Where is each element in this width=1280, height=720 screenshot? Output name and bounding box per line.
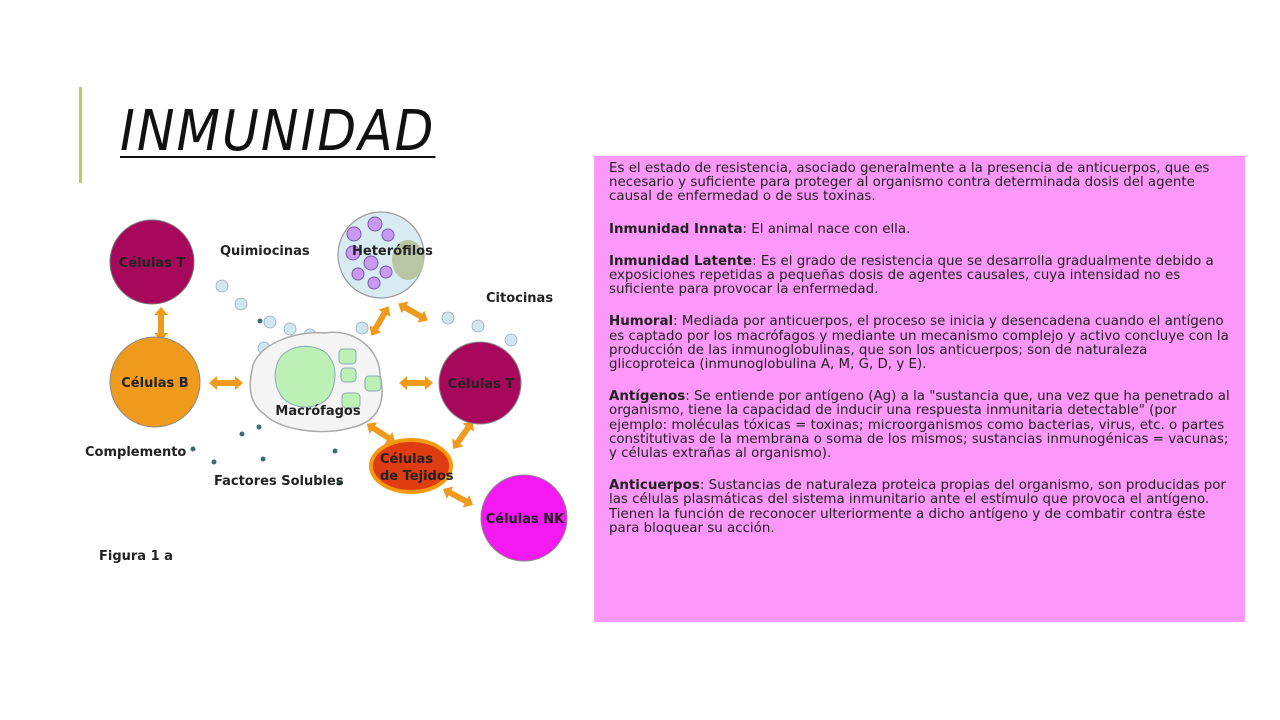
antigenos-term: Antígenos: [609, 389, 686, 405]
arrow-heterophil-to-t: [395, 297, 431, 326]
intro-text: Es el estado de resistencia, asociado generalmente a la presencia de anticuerpos, que es necesario y suficiente para proteger al organismo contra determinada dosis del agente causal de enfermedad o de sus toxinas.: [609, 161, 1210, 205]
latente-term: Inmunidad Latente: [609, 253, 753, 269]
tissue-cell-label-2: de Tejidos: [380, 469, 454, 484]
arrow-macrophage-to-heterophil: [365, 303, 394, 339]
arrow-macrophage-to-t: [399, 376, 433, 390]
arrow-t-to-b: [154, 307, 168, 341]
intro-paragraph: [609, 162, 1237, 205]
slide-title: INMUNIDAD: [120, 99, 436, 164]
heterophil-label: Heterófilos: [352, 244, 433, 259]
innata-paragraph: [609, 223, 1237, 237]
t-cell-top-label: Células T: [118, 256, 186, 271]
humoral-term: Humoral: [609, 314, 674, 330]
immunity-diagram: [80, 200, 580, 580]
factores-solubles-label: Factores Solubles: [214, 474, 344, 489]
anticuerpos-text: : Sustancias de naturaleza proteica propias del organismo, son producidas por las células plasmáticas del sistema inmunitario ante el estímulo que provoca el antígeno. Tienen la función de reconocer ulteriormente a dicho antígeno y de combatir contra éste para bloquear su acción.: [609, 478, 1226, 536]
anticuerpos-term: Anticuerpos: [609, 478, 700, 494]
complemento-label: Complemento: [85, 445, 187, 460]
t-cell-right-label: Células T: [447, 377, 515, 392]
definitions-text-box: [594, 156, 1245, 622]
quimiocinas-label: Quimiocinas: [220, 244, 310, 259]
arrow-tissue-to-nk: [440, 483, 477, 511]
antigenos-text: : Se entiende por antígeno (Ag) a la "sustancia que, una vez que ha penetrado al organismo, tiene la capacidad de inducir una respuesta inmunitaria detectable" (por ejemplo: moléculas tóxicas = toxinas; microorganismos como bacterias, virus, etc. o partes constitutivas de la membrana o soma de los mismos; sustancias inmunogénicas = vacunas; y células extrañas al organismo).: [609, 389, 1230, 462]
b-cell-label: Células B: [121, 376, 189, 391]
title-accent-bar: [79, 87, 82, 183]
citocinas-label: Citocinas: [486, 291, 554, 306]
nk-cell-label: Células NK: [485, 512, 565, 527]
innata-text: : El animal nace con ella.: [742, 221, 911, 237]
latente-paragraph: [609, 255, 1237, 298]
humoral-paragraph: [609, 315, 1237, 372]
innata-term: Inmunidad Innata: [609, 221, 743, 237]
arrow-b-to-macrophage: [209, 376, 243, 390]
humoral-text: : Mediada por anticuerpos, el proceso se inicia y desencadena cuando el antígeno es captado por los macrófagos y mediante un mecanismo complejo y activo concluye con la producción de las inmunoglobulinas, que son los anticuerpos; son de naturaleza glicoproteica (inmunoglobulina A, M, G, D, y E).: [609, 314, 1229, 373]
figure-caption: Figura 1 a: [99, 549, 173, 564]
tissue-cell-label-1: Células: [380, 452, 434, 467]
macrophage-label: Macrófagos: [275, 404, 361, 419]
latente-text: : Es el grado de resistencia que se desarrolla gradualmente debido a exposiciones repetidas a pequeñas dosis de agentes causales, cuya intensidad no es suficiente para provocar la enfermedad.: [609, 253, 1214, 298]
anticuerpos-paragraph: [609, 479, 1237, 536]
antigenos-paragraph: [609, 390, 1237, 461]
